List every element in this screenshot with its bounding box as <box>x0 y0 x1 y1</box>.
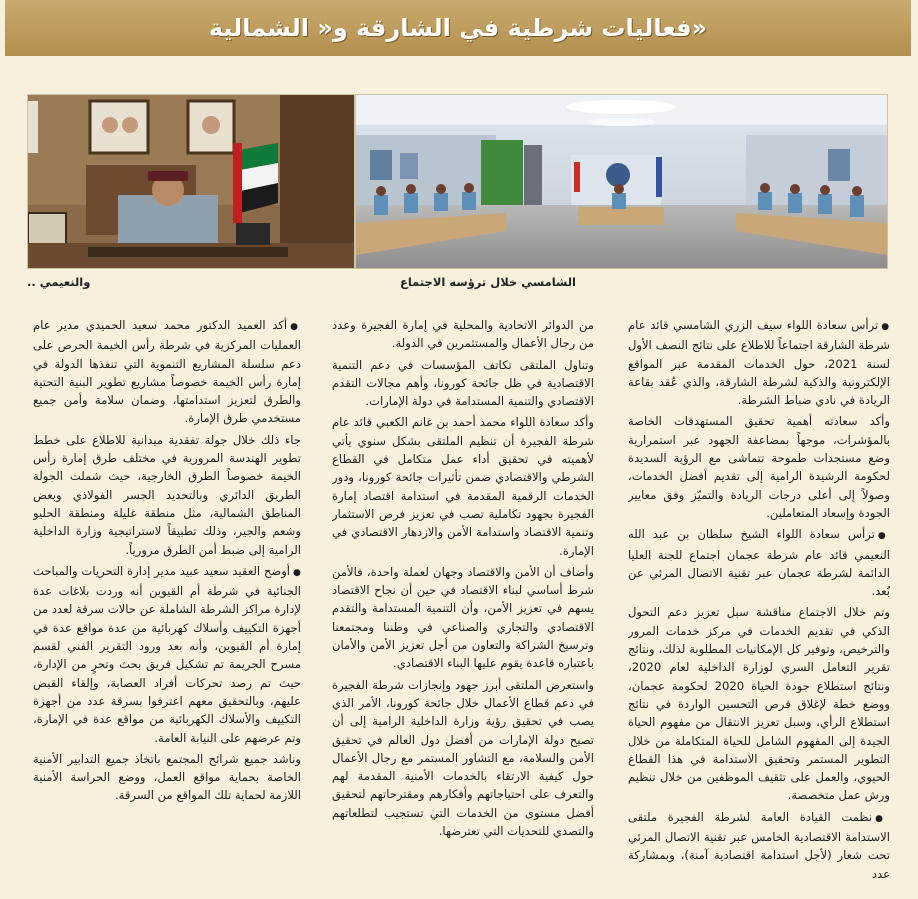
office-photo-caption: .. والنعيمي <box>27 275 91 289</box>
paragraph: ●ترأس سعادة اللواء الشيخ سلطان بن عبد الله النعيمي قائد عام شرطة عجمان اجتماع للجنة العليا الدائمة لشرطة عجمان عبر تقنية الاتصال المرئي عن بُعد. <box>628 527 890 599</box>
paragraph: من الدوائر الاتحادية والمحلية في إمارة الفجيرة وعدد من رجال الأعمال والمستثمرين في الدولة. <box>332 318 594 351</box>
paragraph: ●ترأس سعادة اللواء سيف الزري الشامسي قائد عام شرطة الشارقة اجتماعاً للاطلاع على نتائج النصف الأول لسنة 2021، حول الخدمات المقدمة عبر المواقع الإلكترونية والذكية لشرطة الشارقة، والذي عُقد بقاعة الريادة في نادي ضباط الشرطة. <box>628 318 890 408</box>
article-column-left <box>33 316 301 894</box>
paragraph: جاء ذلك خلال جولة تفقدية ميدانية للاطلاع على خطط تطوير الهندسة المرورية في مختلف طرق إمارة رأس الخيمة خصوصاً الطرق الخارجية، حيث شملت الجولة الطريق الدائري وبالتحديد الجسر الفولاذي وبعض المناطق الشمالية، مثل منطقة غليلة ومنطقة الحليو وشعم والجير، وذلك تطبيقاً لاستراتيجية وزارة الداخلية الرامية إلى ضبط أمن الطرق مرورياً. <box>33 432 301 557</box>
bullet-icon: ● <box>290 322 301 332</box>
office-photo <box>27 94 355 269</box>
bullet-icon: ● <box>293 567 301 578</box>
meeting-photo <box>355 94 888 269</box>
paragraph: وتم خلال الاجتماع مناقشة سبل تعزيز دعم التحول الذكي في تقديم الخدمات في مركز خدمات المرور والترخيص، وتوفير كل الإمكانيات المطلوبة لذلك، ونتائج تقرير التعامل السري لوزارة الداخلية لعام 2020، ونتائج استطلاع جودة الحياة 2020 لحكومة عجمان، ووضع خطة لإغلاق فرص التحسين الواردة في نتائج استطلاع الرأي، وسبل تعزيز الانتقال من مفهوم الحياة الجيدة إلى المفهوم الشامل للحياة المتكاملة من خلال التطوير المستمر وتحقيق الاستدامة في هذا القطاع الحيوي، والعمل على تثقيف الموظفين من خلال تنظيم ورش عمل متخصصة. <box>628 605 890 803</box>
paragraph: ●نظمت القيادة العامة لشرطة الفجيرة ملتقى الاستدامة الاقتصادية الخامس عبر تقنية الاتصال المرئي تحت شعار (لأجل استدامة اقتصادية آمنة)، وبمشاركة عدد <box>628 809 890 881</box>
paragraph: وأكد سعادته أهمية تحقيق المستهدفات الخاصة بالمؤشرات، موجهاً بمضاعفة الجهود عبر استمرارية وضع مستجدات طموحة تتماشى مع الرؤية السديدة لحكومة الرشيدة الرامية إلى تقديم أفضل الخدمات، وصولاً إلى أعلى درجات الريادة والتميّز وفق معايير الجودة وإسعاد المتعاملين. <box>628 414 890 520</box>
paragraph: وأضاف أن الأمن والاقتصاد وجهان لعملة واحدة، فالأمن شرط أساسي لبناء الاقتصاد في حين أن نجاح الاقتصاد يسهم في تعزيز الأمن، وأن التنمية المستدامة والتقدم الاقتصادي والتجاري والصناعي في وطننا ومجتمعنا وترسيخ الشراكة والتعاون من أجل تعزيز الأمن والأمان باعتباره قاعدة يقوم عليها البناء الاقتصادي. <box>332 564 594 671</box>
paragraph: وأكد سعادة اللواء محمد أحمد بن غانم الكعبي قائد عام شرطة الفجيرة أن تنظيم الملتقى بشكل سنوي يأتي لأهميته في تحقيق أداء عمل متكامل في القطاع الشرطي والاقتصادي ضمن تأثيرات جائحة كورونا، ودور الخدمات الرقمية المقدمة في استدامة اقتصاد إمارة الفجيرة بجهود تكاملية تصب في تعزيز فرص الاستثمار وتنمية الاقتصاد واستدامة الأمن والازدهار الاقتصادي في الإمارة. <box>332 415 594 558</box>
bullet-icon: ● <box>881 322 890 332</box>
paragraph: وناشد جميع شرائح المجتمع باتخاذ جميع التدابير الأمنية الخاصة بحماية مواقع العمل، ووضع الحراسة الأمنية اللازمة لحماية تلك المواقع من السرقة. <box>33 751 301 803</box>
paragraph: واستعرض الملتقى أبرز جهود وإنجازات شرطة الفجيرة في دعم قطاع الأعمال خلال جائحة كورونا، الأمر الذي يصب في تحقيق رؤية وزارة الداخلية الرامية إلى أن تصبح دولة الإمارات من أفضل دول العالم في تحقيق الأمن والسلامة، مع التشاور المستمر مع رجال الأعمال حول كيفية الارتقاء بالخدمات الأمنية المقدمة لهم والتعرف على احتياجاتهم وأفكارهم ومقترحاتهم لتحقيق أفضل مستوى من الخدمات التي تستجيب لتطلعاتهم والتصدي للتحديات التي تعترضها. <box>332 677 594 839</box>
bullet-icon: ● <box>875 813 890 824</box>
headline-banner <box>5 0 911 56</box>
article-column-right <box>628 316 890 894</box>
paragraph: وتناول الملتقى تكاتف المؤسسات في دعم التنمية الاقتصادية في ظل جائحة كورونا، وأهم مجالات التقدم الاقتصادي والتنمية المستدامة في دولة الإمارات. <box>332 357 594 409</box>
bullet-icon: ● <box>877 531 890 542</box>
meeting-photo-caption: الشامسي خلال ترؤسه الاجتماع <box>399 275 576 289</box>
paragraph: ●أوضح العقيد سعيد عبيد مدير إدارة التحريات والمباحث الجنائية في شرطة أم القيوين أنه وردت بلاغات عدة لإدارة مراكز الشرطة الشاملة عن حالات سرقة لعدد من أجهزة التكييف وأسلاك كهربائية من عدة مواقع عدة في إمارة أم القيوين، وأنه بعد ورود التقرير الفني لقسم مسرح الجريمة تم تشكيل فريق بحث وتحرٍ من الإدارة، حيث تم رصد تحركات أفراد العصابة، وإلقاء القبض عليهم، وبالتحقيق معهم اعترفوا بسرقة عدد من أجهزة التكييف والأسلاك الكهربائية من مواقع عدة في الإمارة، وتم عرضهم على النيابة العامة. <box>33 563 301 745</box>
article-column-middle <box>332 316 594 894</box>
page-title: فعاليات شرطية في الشارقة و« الشمالية» <box>208 14 708 42</box>
paragraph: ●أكد العميد الدكتور محمد سعيد الحميدي مدير عام العمليات المركزية في شرطة رأس الخيمة الحرص على دعم سلسلة المشاريع التنموية التي تنفذها الدولة في إمارة رأس الخيمة خصوصاً مشاريع تطوير البنية التحتية والطرق لتعزيز استدامتها، وضمان سلامة وأمن جميع مستخدمي طرق الإمارة. <box>33 318 301 426</box>
